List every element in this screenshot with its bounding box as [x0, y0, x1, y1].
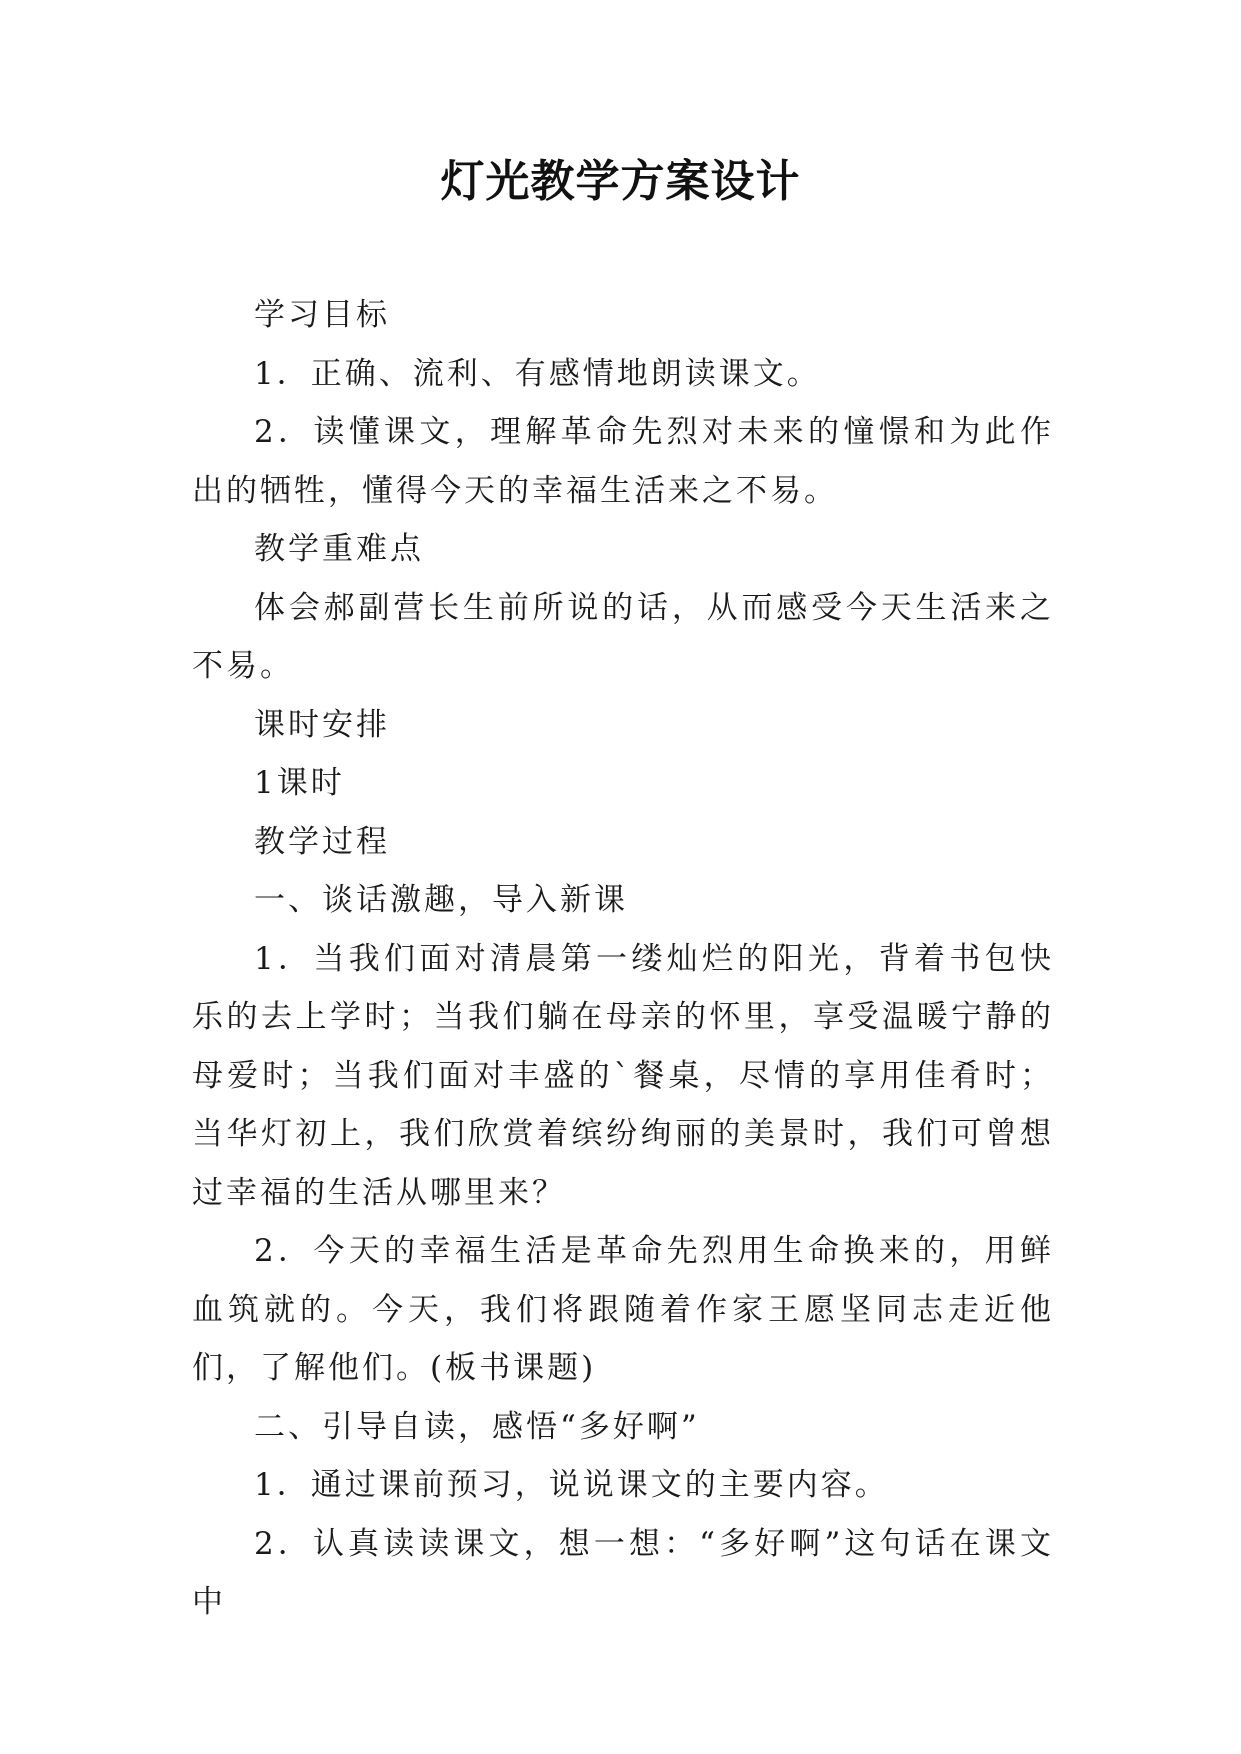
process-step-2-item-2: 2．认真读读课文，想一想：“多好啊”这句话在课文中: [192, 1525, 1054, 1620]
section-heading-schedule: 课时安排: [254, 706, 390, 743]
process-step-1-heading: 一、谈话激趣，导入新课: [254, 882, 628, 918]
process-step-1-item-1: 1．当我们面对清晨第一缕灿烂的阳光，背着书包快乐的去上学时；当我们躺在母亲的怀里，享受温暖宁静的母爱时；当我们面对丰盛的`餐桌，尽情的享用佳肴时；当华灯初上，我们欣赏着缤纷绚丽的美景时，我们可曾想过幸福的生活从哪里来？: [192, 940, 1054, 1211]
process-step-2-heading: 二、引导自读，感悟“多好啊”: [254, 1408, 700, 1445]
key-points-text: 体会郝副营长生前所说的话，从而感受今天生活来之不易。: [192, 589, 1054, 684]
process-step-1-item-2: 2．今天的幸福生活是革命先烈用生命换来的，用鲜血筑就的。今天，我们将跟随着作家王愿坚同志走近他们，了解他们。(板书课题): [192, 1233, 1054, 1386]
learning-goal-1: 1．正确、流利、有感情地朗读课文。: [254, 355, 821, 392]
section-heading-key-points: 教学重难点: [254, 531, 424, 567]
document-title: 灯光教学方案设计: [440, 156, 801, 207]
learning-goal-2: 2．读懂课文，理解革命先烈对未来的憧憬和为此作出的牺牲，懂得今天的幸福生活来之不易。: [192, 414, 1054, 509]
schedule-text: 1课时: [254, 765, 345, 801]
section-heading-process: 教学过程: [254, 823, 390, 860]
document-body: [192, 286, 1054, 1632]
section-heading-learning-goals: 学习目标: [254, 297, 390, 333]
process-step-2-item-1: 1．通过课前预习，说说课文的主要内容。: [254, 1467, 889, 1503]
